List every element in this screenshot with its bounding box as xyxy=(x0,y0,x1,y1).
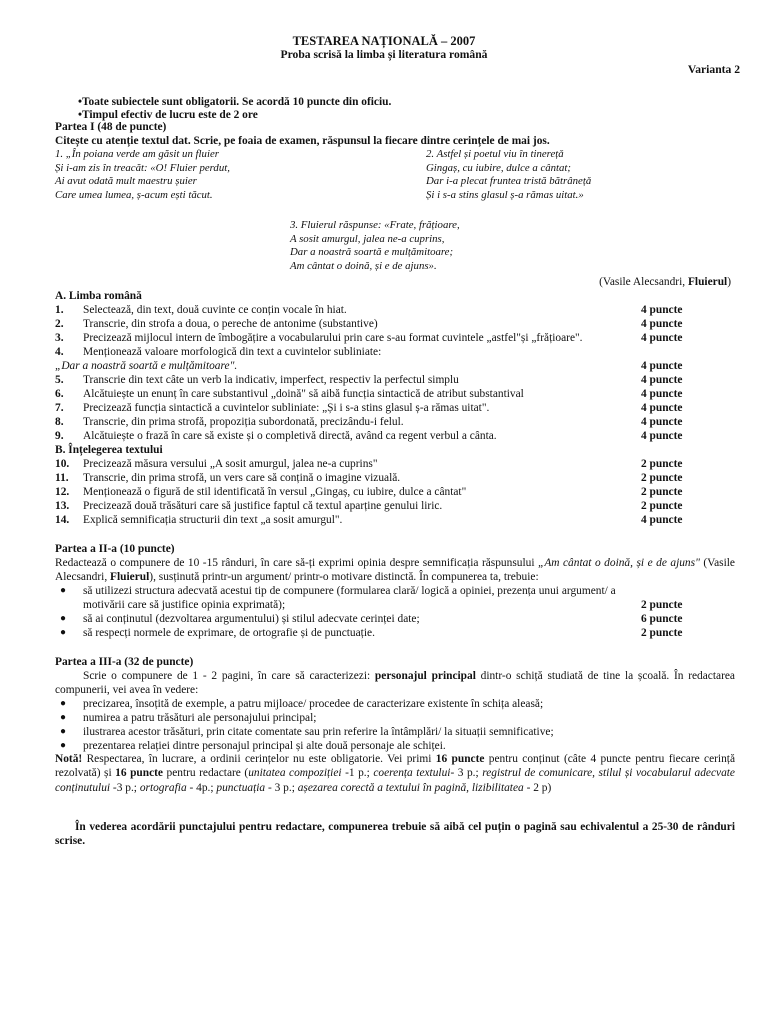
part3-bullet-3: ilustrarea acestor trăsături, prin citate comentate sau prin referire la întâmplări/ la situații semnificative; xyxy=(83,726,554,738)
question-1: Selectează, din text, două cuvinte ce conțin vocale în hiat. xyxy=(83,304,347,316)
question-2: Transcrie, din strofa a doua, o pereche de antonime (substantive) xyxy=(83,318,378,330)
part2-bullet-1: să utilizezi structura adecvată acestui tip de compunere (formularea clară/ logică a opiniei, prezența unui argument/ a xyxy=(83,585,616,597)
part2-bullet-2: să ai conținutul (dezvoltarea argumentului) și stilul adecvate cerinței date; xyxy=(83,613,420,625)
part2-points-1: 2 puncte xyxy=(641,599,683,611)
part3-intro: Scrie o compunere de 1 - 2 pagini, în care să caracterizezi: personajul principal dintr-o schiță studiată de tine la școală. În redactarea compunerii, vei avea în vedere: xyxy=(55,670,735,697)
exam-title: TESTAREA NAȚIONALĂ – 2007 xyxy=(292,34,476,48)
section-a-title: A. Limba română xyxy=(55,290,142,302)
question-13: Precizează două trăsături care să justifice faptul că textul aparține genului liric. xyxy=(83,500,443,512)
question-11: Transcrie, din prima strofă, un vers care să conțină o imagine vizuală. xyxy=(83,472,401,484)
part3-bullet-4: prezentarea relației dintre personajul principal și alte două personaje ale schiței. xyxy=(83,740,446,752)
points-9: 4 puncte xyxy=(641,430,683,442)
points-5: 4 puncte xyxy=(641,374,683,386)
part1-instruction: Citește cu atenție textul dat. Scrie, pe foaia de examen, răspunsul la fiecare dintre cerințele de mai jos. xyxy=(55,135,550,147)
question-14: Explică semnificația structurii din text „a sosit amurgul". xyxy=(83,514,343,526)
question-9: Alcătuiește o frază în care să existe și o completivă directă, având ca regent verbul a cânta. xyxy=(83,430,497,442)
final-note: În vederea acordării punctajului pentru redactare, compunerea trebuie să aibă cel puțin o pagină sau echivalentul a 25-30 de rânduri scrise. xyxy=(55,821,735,848)
exam-subtitle: Proba scrisă la limba și literatura română xyxy=(280,48,488,61)
question-5: Transcrie din text câte un verb la indicativ, imperfect, respectiv la perfectul simplu xyxy=(83,374,459,386)
part2-points-2: 6 puncte xyxy=(641,613,683,625)
question-6: Alcătuiește un enunț în care substantivul „doină" să aibă funcția sintactică de atribut substantival xyxy=(83,388,524,400)
part2-points-3: 2 puncte xyxy=(641,627,683,639)
poem-source: (Vasile Alecsandri, Fluierul) xyxy=(599,276,731,288)
question-7: Precizează funcția sintactică a cuvintelor subliniate: „Și i s-a stins glasul ș-a rămas uitat". xyxy=(83,402,490,414)
points-14: 4 puncte xyxy=(641,514,683,526)
points-8: 4 puncte xyxy=(641,416,683,428)
part3-note: Notă! Respectarea, în lucrare, a ordinii cerințelor nu este obligatorie. Vei primi 16 puncte pentru conținut (câte 4 puncte pentru fiecare cerință rezolvată) și 16 puncte pentru redactare (unitatea compoziției -1 p.; coerența textului- 3 p.; registrul de comunicare, stilul și vocabularul adecvate conținutului -3 p.; ortografia - 4p.; punctuația - 3 p.; așezarea corectă a textului în pagină, lizibilitatea - 2 p) xyxy=(55,753,736,794)
rule-2: •Timpul efectiv de lucru este de 2 ore xyxy=(78,109,258,121)
poem-stanza-3: 3. Fluierul răspunse: «Frate, frățioare, A sosit amurgul, jalea ne-a cuprins, Dar a noastră soartă e mulțămitoare; Am cântat o doină, și e de ajuns». xyxy=(290,219,460,272)
question-10: Precizează măsura versului „A sosit amurgul, jalea ne-a cuprins" xyxy=(83,458,378,470)
points-10: 2 puncte xyxy=(641,458,683,470)
part2-bullet-3: să respecți normele de exprimare, de ortografie și de punctuație. xyxy=(83,627,375,639)
question-4: Menționează valoare morfologică din text a cuvintelor subliniate: xyxy=(83,346,382,358)
points-11: 2 puncte xyxy=(641,472,683,484)
part3-title: Partea a III-a (32 de puncte) xyxy=(55,656,194,668)
question-12: Menționează o figură de stil identificată în versul „Gingaș, cu iubire, dulce a cântat" xyxy=(83,486,467,498)
rule-1: •Toate subiectele sunt obligatorii. Se acordă 10 puncte din oficiu. xyxy=(78,96,392,108)
points-7: 4 puncte xyxy=(641,402,683,414)
part3-bullet-2: numirea a patru trăsături ale personajului principal; xyxy=(83,712,317,724)
section-b-title: B. Înțelegerea textului xyxy=(55,444,163,456)
points-3: 4 puncte xyxy=(641,332,683,344)
poem-stanza-2: 2. Astfel și poetul viu în tinerețǎ Gingaș, cu iubire, dulce a cântat; Dar i-a plecat fruntea tristă bătrânețǎ Și i s-a stins glasul ș-a rămas uitat.» xyxy=(426,148,592,201)
poem-title: Fluierul xyxy=(687,276,728,288)
variant-label: Varianta 2 xyxy=(687,63,740,76)
question-8: Transcrie, din prima strofă, propoziția subordonată, precizându-i felul. xyxy=(83,416,404,428)
points-1: 4 puncte xyxy=(641,304,683,316)
points-12: 2 puncte xyxy=(641,486,683,498)
points-6: 4 puncte xyxy=(641,388,683,400)
poem-stanza-1: 1. „În poiana verde am găsit un fluier Și i-am zis în treacăt: «O! Fluier perdut, Ai avut odată mult maestru șuier Care umea lumea, ș-acum ești tăcut. xyxy=(55,148,230,201)
exam-page: TESTAREA NAȚIONALĂ – 2007 Proba scrisă la limba și literatura română Varianta 2 •Toate subiectele sunt obligatorii. Se acordă 10 puncte din oficiu. •Timpul efectiv de lucru este de 2 ore Partea I (48 de puncte) Citește cu atenție textul dat. Scrie, pe foaia de examen, răspunsul la fiecare dintre cerințele de mai jos. 1. „În poiana verde am găsit un fluier Și i-am zis în treacăt: «O! Fluier perdut, Ai avut odată mult maestru șuier Care umea lumea, ș-acum ești tăcut. 2. Astfel și poetul viu în tinerețǎ Gingaș, cu iubire, dulce a cântat; Dar i-a plecat fruntea tristă bătrânețǎ Și i s-a stins glasul ș-a rămas uitat.» 3. Fluierul răspunse: «Frate, frățioare, A sosit amurgul, jalea ne-a cuprins, Dar a noastră soartă e mulțămitoare; Am cântat o doină, și e de ajuns». (Vasile Alecsandri, Fluierul) A. Limba română 1. Selectează, din text, două cuvinte ce conțin vocale în hiat. 4 puncte 2. Transcrie, din strofa a doua, o pereche de antonime (substantive) 4 puncte 3. Precizează mijlocul intern de îmbogățire a vocabularului prin care s-au format cuvintele „astfel"și „frățioare". 4 puncte 4. Menționează valoare morfologică din text a cuvintelor subliniate: „Dar a noastră soartă e mulțămitoare". 4 puncte 5. Transcrie din text câte un verb la indicativ, imperfect, respectiv la perfectul simplu 4 puncte 6. Alcătuiește un enunț în care substantivul „doină" să aibă funcția sintactică de atribut substantival 4 puncte 7. Precizează funcția sintactică a cuvintelor subliniate: „Și i s-a stins glasul ș-a rămas uitat". 4 puncte 8. Transcrie, din prima strofă, propoziția subordonată, precizându-i felul. 4 puncte 9. Alcătuiește o frază în care să existe și o completivă directă, având ca regent verbul a cânta. 4 puncte B. Înțelegerea textului 10. Precizează măsura versului „A sosit amurgul, jalea ne-a cuprins" 2 puncte 11. Transcrie, din prima strofă, un vers care să conțină o imagine vizuală. 2 puncte 12. Menționează o figură de stil identificată în versul „Gingaș, cu iubire, dulce a cântat" 2 puncte 13. Precizează două trăsături care să justifice faptul că textul aparține genului liric. 2 puncte 14. Explică semnificația structurii din text „a sosit amurgul". 4 puncte Partea a II-a (10 puncte) Redactează o compunere de 10 -15 rânduri, în care să-ți exprimi opinia despre semnificația răspunsului „Am cântat o doină, și e de ajuns" (Vasile Alecsandri, Fluierul), susținută printr-un argument/ printr-o motivare distinctă. În compunerea ta, trebuie: ● să utilizezi structura adecvată acestui tip de compunere (formularea clară/ logică a opiniei, prezența unui argument/ a motivării care să justifice opinia exprimată); 2 puncte ● să ai conținutul (dezvoltarea argumentului) și stilul adecvate cerinței date; 6 puncte ● să respecți normele de exprimare, de ortografie și de punctuație. 2 puncte Partea a III-a (32 de puncte) Scrie o compunere de 1 - 2 pagini, în care să caracterizezi: personajul principal dintr-o schiță studiată de tine la școală. În redactarea compunerii, vei avea în vedere: ● precizarea, însoțită de exemple, a patru mijloace/ procedee de caracterizare existente în schița aleasă; ● numirea a patru trăsături ale personajului principal; ● ilustrarea acestor trăsături, prin citate comentate sau prin referire la întâmplări/ la situații semnificative; ● prezentarea relației dintre personajul principal și alte două personaje ale schiței. Notă! Respectarea, în lucrare, a ordinii cerințelor nu este obligatorie. Vei primi 16 puncte pentru conținut (câte 4 puncte pentru fiecare cerință rezolvată) și 16 puncte pentru redactare (unitatea compoziției -1 p.; coerența textului- 3 p.; registrul de comunicare, stilul și vocabularul adecvate conținutului -3 p.; ortografia - 4p.; punctuația - 3 p.; așezarea corectă a textului în pagină, lizibilitatea - 2 p) În vederea acordării punctajului pentru redactare, compunerea trebuie să aibă cel puțin o pagină sau echivalentul a 25-30 de rânduri scrise. xyxy=(0,0,768,1024)
part1-title: Partea I (48 de puncte) xyxy=(55,121,167,133)
part3-bullet-1: precizarea, însoțită de exemple, a patru mijloace/ procedee de caracterizare existente în schița aleasă; xyxy=(83,698,544,710)
part2-bullet-1-cont: motivării care să justifice opinia exprimată); xyxy=(83,599,286,611)
question-3: Precizează mijlocul intern de îmbogățire a vocabularului prin care s-au format cuvintele „astfel"și „frățioare". xyxy=(83,332,583,344)
points-2: 4 puncte xyxy=(641,318,683,330)
points-4: 4 puncte xyxy=(641,360,683,372)
part2-title: Partea a II-a (10 puncte) xyxy=(55,543,175,555)
part2-intro: Redactează o compunere de 10 -15 rânduri, în care să-ți exprimi opinia despre semnificația răspunsului „Am cântat o doină, și e de ajuns" (Vasile Alecsandri, Fluierul), susținută printr-un argument/ printr-o motivare distinctă. În compunerea ta, trebuie: xyxy=(55,557,735,584)
question-4-quote: „Dar a noastră soartă e mulțămitoare". xyxy=(55,360,238,372)
points-13: 2 puncte xyxy=(641,500,683,512)
